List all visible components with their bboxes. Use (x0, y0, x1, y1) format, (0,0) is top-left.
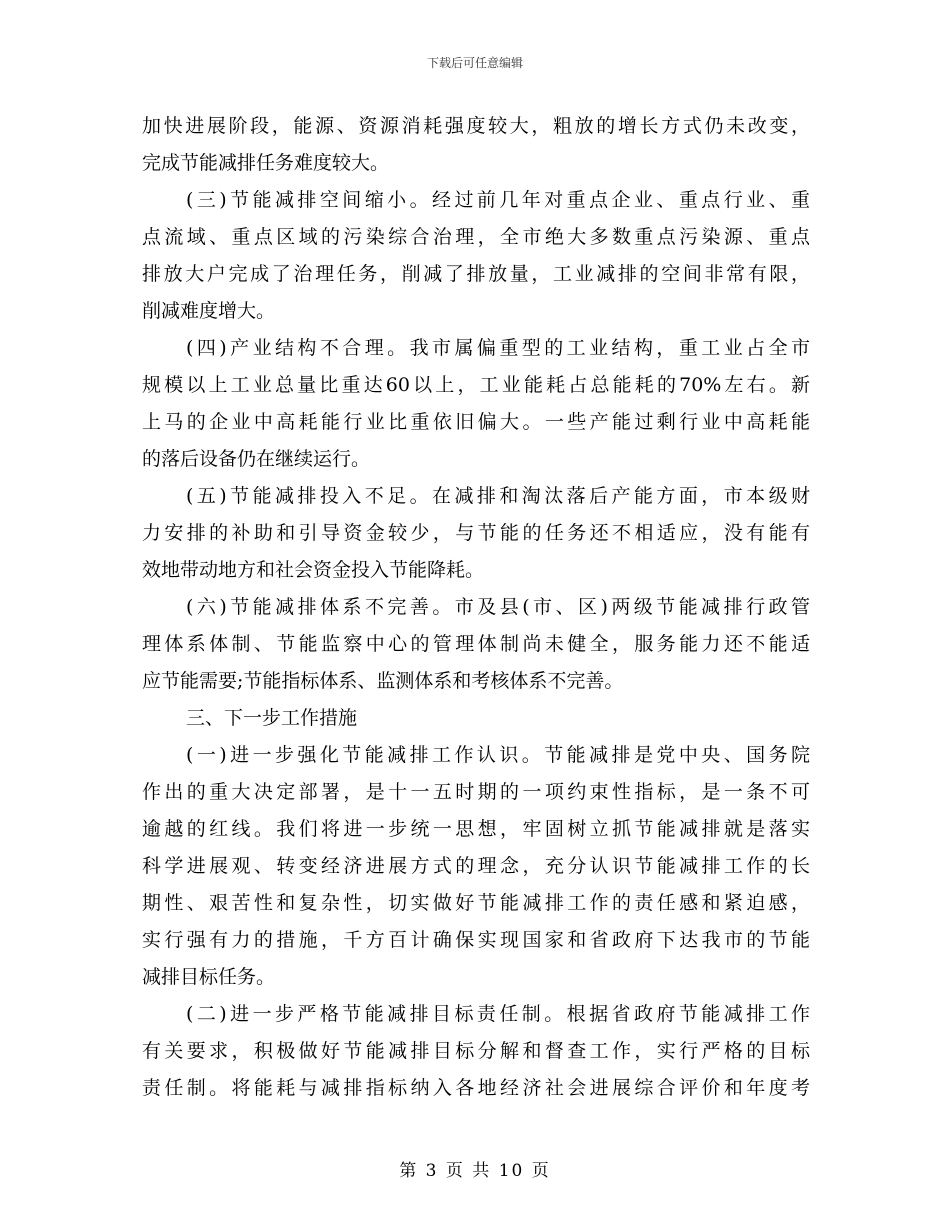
page-number: 第 3 页 共 10 页 (399, 1161, 551, 1181)
paragraph-line: 削减难度增大。 (142, 300, 276, 322)
paragraph-line: 效地带动地方和社会资金投入节能降耗。 (142, 559, 485, 581)
paragraph-line: 应节能需要;节能指标体系、监测体系和考核体系不完善。 (142, 670, 624, 692)
paragraph-line: 减排目标任务。 (142, 966, 276, 988)
document-body (142, 108, 810, 1107)
paragraph-line: 实行强有力的措施，千方百计确保实现国家和省政府下达我市的节能 (142, 929, 810, 951)
paragraph-line: (三)节能减排空间缩小。经过前几年对重点企业、重点行业、重 (186, 189, 810, 211)
paragraph-line: (一)进一步强化节能减排工作认识。节能减排是党中央、国务院 (186, 744, 810, 766)
paragraph-line: (五)节能减排投入不足。在减排和淘汰落后产能方面，市本级财 (186, 485, 810, 507)
paragraph-line: 作出的重大决定部署，是十一五时期的一项约束性指标，是一条不可 (142, 781, 810, 803)
paragraph-line: 科学进展观、转变经济进展方式的理念，充分认识节能减排工作的长 (142, 855, 810, 877)
paragraph-line: 责任制。将能耗与减排指标纳入各地经济社会进展综合评价和年度考 (142, 1077, 810, 1099)
header-note: 下载后可任意编辑 (426, 56, 523, 70)
section-heading: 三、下一步工作措施 (186, 707, 358, 729)
paragraph-line: 期性、艰苦性和复杂性，切实做好节能减排工作的责任感和紧迫感， (142, 892, 810, 914)
paragraph-line: 加快进展阶段，能源、资源消耗强度较大，粗放的增长方式仍未改变， (142, 115, 810, 137)
paragraph-line: 理体系体制、节能监察中心的管理体制尚未健全，服务能力还不能适 (142, 633, 810, 655)
paragraph-line: 上马的企业中高耗能行业比重依旧偏大。一些产能过剩行业中高耗能 (142, 411, 810, 433)
paragraph-line: 逾越的红线。我们将进一步统一思想，牢固树立抓节能减排就是落实 (142, 818, 810, 840)
paragraph-line: 点流域、重点区域的污染综合治理，全市绝大多数重点污染源、重点 (142, 226, 810, 248)
paragraph-line: 规模以上工业总量比重达60以上，工业能耗占总能耗的70%左右。新 (142, 374, 810, 396)
paragraph-line: (六)节能减排体系不完善。市及县(市、区)两级节能减排行政管 (186, 596, 810, 618)
paragraph-line: (二)进一步严格节能减排目标责任制。根据省政府节能减排工作 (186, 1003, 810, 1025)
paragraph-line: 力安排的补助和引导资金较少，与节能的任务还不相适应，没有能有 (142, 522, 810, 544)
paragraph-line: 完成节能减排任务难度较大。 (142, 152, 390, 174)
paragraph-line: 排放大户完成了治理任务，削减了排放量，工业减排的空间非常有限， (142, 263, 810, 285)
paragraph-line: 有关要求，积极做好节能减排目标分解和督查工作，实行严格的目标 (142, 1040, 810, 1062)
paragraph-line: 的落后设备仍在继续运行。 (142, 448, 371, 470)
paragraph-line: (四)产业结构不合理。我市属偏重型的工业结构，重工业占全市 (186, 337, 810, 359)
